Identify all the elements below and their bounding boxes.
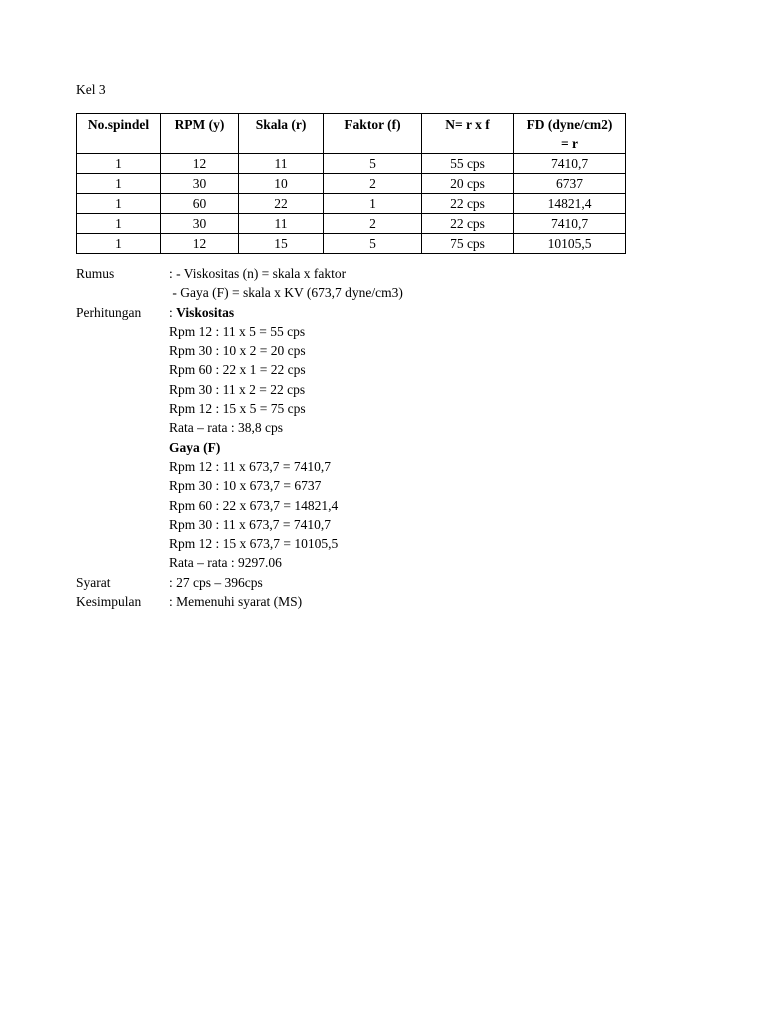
calc-line <box>76 380 403 399</box>
syarat-row <box>76 573 403 592</box>
table-row <box>77 154 626 174</box>
empty-label <box>76 418 169 437</box>
cell-spindle: 1 <box>77 214 161 234</box>
cell-viscosity: 55 cps <box>422 154 514 174</box>
calc-line <box>76 515 403 534</box>
empty-label <box>76 399 169 418</box>
table-row <box>77 174 626 194</box>
viskositas-line: Rpm 60 : 22 x 1 = 22 cps <box>169 362 306 378</box>
calc-line <box>76 418 403 437</box>
cell-rpm: 30 <box>161 174 239 194</box>
viscosity-table <box>76 113 626 254</box>
empty-label <box>76 457 169 476</box>
perhitungan-row <box>76 303 403 322</box>
viskositas-heading: Viskositas <box>176 304 235 320</box>
gaya-heading: Gaya (F) <box>169 439 221 455</box>
cell-skala: 10 <box>239 174 324 194</box>
rumus-formula-viscosity: : - Viskositas (n) = skala x faktor <box>169 266 347 281</box>
cell-viscosity: 20 cps <box>422 174 514 194</box>
cell-force: 7410,7 <box>514 154 626 174</box>
calc-line <box>76 399 403 418</box>
empty-label <box>76 496 169 515</box>
calc-line <box>76 496 403 515</box>
syarat-value: : 27 cps – 396cps <box>169 574 263 590</box>
cell-force: 6737 <box>514 174 626 194</box>
header-spindle: No.spindel <box>77 114 161 154</box>
cell-spindle: 1 <box>77 154 161 174</box>
perhitungan-label: Perhitungan <box>76 304 142 320</box>
kesimpulan-row <box>76 592 403 611</box>
cell-rpm: 60 <box>161 194 239 214</box>
gaya-heading-row <box>76 438 403 457</box>
cell-spindle: 1 <box>77 174 161 194</box>
empty-label <box>76 380 169 399</box>
cell-faktor: 2 <box>324 174 422 194</box>
viskositas-average: Rata – rata : 38,8 cps <box>169 420 283 436</box>
table-row <box>77 214 626 234</box>
viskositas-line: Rpm 30 : 10 x 2 = 20 cps <box>169 343 306 359</box>
kesimpulan-label: Kesimpulan <box>76 594 142 610</box>
rumus-row <box>76 264 403 283</box>
perhitungan-prefix: : <box>169 304 177 320</box>
cell-viscosity: 22 cps <box>422 194 514 214</box>
calc-line <box>76 534 403 553</box>
calc-line <box>76 360 403 379</box>
cell-viscosity: 22 cps <box>422 214 514 234</box>
calc-line <box>76 553 403 572</box>
empty-label <box>76 360 169 379</box>
header-faktor: Faktor (f) <box>324 114 422 154</box>
calc-line <box>76 457 403 476</box>
cell-faktor: 5 <box>324 154 422 174</box>
cell-force: 10105,5 <box>514 234 626 254</box>
header-force-line1: FD (dyne/cm2) <box>526 117 613 132</box>
empty-label <box>76 322 169 341</box>
calc-line <box>76 322 403 341</box>
kesimpulan-value: : Memenuhi syarat (MS) <box>169 594 303 610</box>
header-rpm: RPM (y) <box>161 114 239 154</box>
cell-rpm: 12 <box>161 154 239 174</box>
empty-label <box>76 438 169 457</box>
cell-faktor: 5 <box>324 234 422 254</box>
table-row <box>77 234 626 254</box>
viskositas-line: Rpm 12 : 15 x 5 = 75 cps <box>169 401 306 417</box>
empty-label <box>76 515 169 534</box>
cell-viscosity: 75 cps <box>422 234 514 254</box>
cell-skala: 11 <box>239 214 324 234</box>
rumus-formula-force: - Gaya (F) = skala x KV (673,7 dyne/cm3) <box>169 285 403 301</box>
cell-faktor: 2 <box>324 214 422 234</box>
cell-rpm: 12 <box>161 234 239 254</box>
cell-rpm: 30 <box>161 214 239 234</box>
viskositas-line: Rpm 30 : 11 x 2 = 22 cps <box>169 381 306 397</box>
calc-line <box>76 476 403 495</box>
calculation-notes <box>76 264 403 611</box>
cell-spindle: 1 <box>77 194 161 214</box>
empty-label <box>76 341 169 360</box>
gaya-line: Rpm 30 : 10 x 673,7 = 6737 <box>169 478 322 494</box>
cell-skala: 22 <box>239 194 324 214</box>
table-row <box>77 194 626 214</box>
empty-label <box>76 283 169 302</box>
cell-force: 7410,7 <box>514 214 626 234</box>
empty-label <box>76 553 169 572</box>
rumus-label: Rumus <box>76 266 115 281</box>
gaya-line: Rpm 30 : 11 x 673,7 = 7410,7 <box>169 516 331 532</box>
calc-line <box>76 341 403 360</box>
empty-label <box>76 534 169 553</box>
syarat-label: Syarat <box>76 574 111 590</box>
group-title: Kel 3 <box>76 82 106 97</box>
header-viscosity: N= r x f <box>422 114 514 154</box>
cell-skala: 15 <box>239 234 324 254</box>
cell-force: 14821,4 <box>514 194 626 214</box>
header-force <box>514 114 626 154</box>
empty-label <box>76 476 169 495</box>
viskositas-line: Rpm 12 : 11 x 5 = 55 cps <box>169 323 306 339</box>
table-header-row <box>77 114 626 154</box>
header-skala: Skala (r) <box>239 114 324 154</box>
gaya-line: Rpm 12 : 15 x 673,7 = 10105,5 <box>169 536 339 552</box>
perhitungan-heading <box>169 303 403 322</box>
cell-faktor: 1 <box>324 194 422 214</box>
header-force-line2: = r <box>560 136 579 151</box>
rumus-row-2 <box>76 283 403 302</box>
cell-spindle: 1 <box>77 234 161 254</box>
gaya-line: Rpm 60 : 22 x 673,7 = 14821,4 <box>169 497 339 513</box>
gaya-average: Rata – rata : 9297.06 <box>169 555 282 571</box>
cell-skala: 11 <box>239 154 324 174</box>
gaya-line: Rpm 12 : 11 x 673,7 = 7410,7 <box>169 458 331 474</box>
